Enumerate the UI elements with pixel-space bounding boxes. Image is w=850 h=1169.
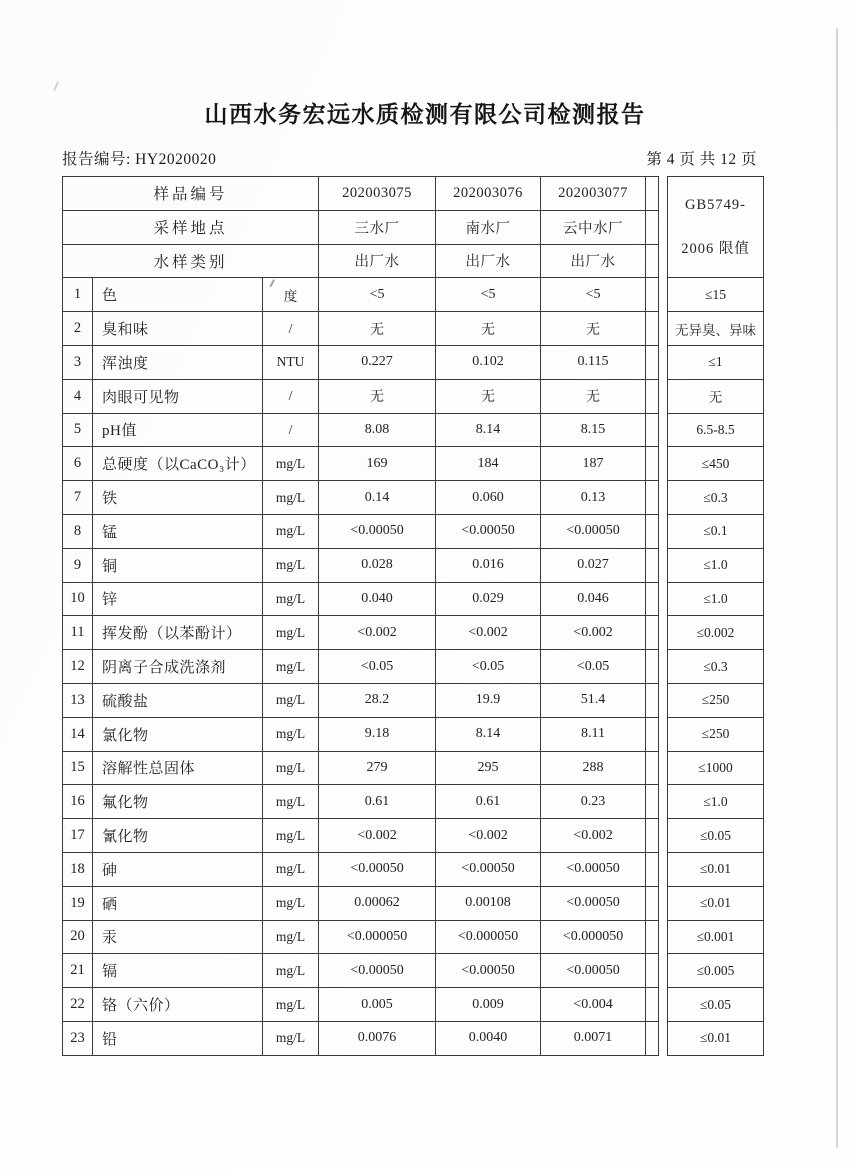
sample1-value-cell: <0.002 — [319, 819, 436, 853]
table-row — [63, 345, 659, 379]
sample3-value-cell: 无 — [541, 379, 646, 413]
sample1-value-cell: <0.00050 — [319, 954, 436, 988]
table-row — [63, 785, 659, 819]
table-row — [63, 920, 659, 954]
spacer-cell — [646, 988, 659, 1022]
unit-cell: mg/L — [263, 954, 319, 988]
limit-value-cell: ≤0.01 — [668, 1021, 764, 1055]
sample2-value-cell: <0.00050 — [436, 514, 541, 548]
row-number-cell: 13 — [63, 683, 93, 717]
header-value-cell: 出厂水 — [319, 244, 436, 278]
unit-cell: NTU — [263, 345, 319, 379]
row-number-cell: 11 — [63, 616, 93, 650]
sample1-value-cell: <0.000050 — [319, 920, 436, 954]
sample3-value-cell: 0.13 — [541, 481, 646, 515]
sample1-value-cell: 0.00062 — [319, 886, 436, 920]
sample1-value-cell: <0.05 — [319, 650, 436, 684]
parameter-name-cell: 浑浊度 — [93, 345, 263, 379]
limit-row — [668, 1021, 764, 1055]
unit-cell: mg/L — [263, 683, 319, 717]
limit-header-line1: GB5749- — [685, 197, 746, 214]
header-value-cell: 出厂水 — [436, 244, 541, 278]
sample3-value-cell: <0.000050 — [541, 920, 646, 954]
limit-value-cell: ≤1.0 — [668, 785, 764, 819]
sample3-value-cell: 51.4 — [541, 683, 646, 717]
header-value-cell: 出厂水 — [541, 244, 646, 278]
sample3-value-cell: 288 — [541, 751, 646, 785]
row-number-cell: 12 — [63, 650, 93, 684]
unit-cell: mg/L — [263, 819, 319, 853]
sample1-value-cell: <5 — [319, 278, 436, 312]
parameter-name-cell: 肉眼可见物 — [93, 379, 263, 413]
scan-edge-artifact — [836, 28, 838, 1148]
sample1-value-cell: 8.08 — [319, 413, 436, 447]
row-number-cell: 6 — [63, 447, 93, 481]
limit-row — [668, 413, 764, 447]
sample1-value-cell: 无 — [319, 312, 436, 346]
sample3-value-cell: <0.004 — [541, 988, 646, 1022]
parameter-name-cell: 铁 — [93, 481, 263, 515]
sample3-value-cell: 0.046 — [541, 582, 646, 616]
limit-value-cell: ≤1 — [668, 345, 764, 379]
table-row — [63, 312, 659, 346]
sample2-value-cell: <0.05 — [436, 650, 541, 684]
header-value-cell: 三水厂 — [319, 210, 436, 244]
sample3-value-cell: 8.15 — [541, 413, 646, 447]
parameter-name-cell: 镉 — [93, 954, 263, 988]
spacer-cell — [646, 244, 659, 278]
sample2-value-cell: <0.00050 — [436, 852, 541, 886]
sample3-value-cell: <0.00050 — [541, 886, 646, 920]
unit-cell: mg/L — [263, 920, 319, 954]
parameter-name-cell: 氰化物 — [93, 819, 263, 853]
header-row — [63, 244, 659, 278]
sample2-value-cell: 无 — [436, 312, 541, 346]
sample3-value-cell: 187 — [541, 447, 646, 481]
header-value-cell: 云中水厂 — [541, 210, 646, 244]
sample3-value-cell: <0.00050 — [541, 852, 646, 886]
sample3-value-cell: 0.23 — [541, 785, 646, 819]
limit-column-header — [668, 177, 764, 278]
limit-value-cell: ≤15 — [668, 278, 764, 312]
sample3-value-cell: <0.002 — [541, 616, 646, 650]
parameter-name-cell: 氯化物 — [93, 717, 263, 751]
parameter-name-cell: 臭和味 — [93, 312, 263, 346]
unit-cell: mg/L — [263, 447, 319, 481]
limit-row — [668, 548, 764, 582]
unit-cell: mg/L — [263, 785, 319, 819]
unit-cell: mg/L — [263, 548, 319, 582]
table-row — [63, 650, 659, 684]
parameter-name-cell: 砷 — [93, 852, 263, 886]
parameter-name-cell: 铜 — [93, 548, 263, 582]
spacer-cell — [646, 582, 659, 616]
limit-column-table — [667, 176, 764, 1056]
limit-value-cell: ≤450 — [668, 447, 764, 481]
limit-value-cell: 无异臭、异味 — [668, 312, 764, 346]
unit-cell: mg/L — [263, 616, 319, 650]
sample1-value-cell: 0.227 — [319, 345, 436, 379]
limit-value-cell: ≤0.1 — [668, 514, 764, 548]
sample1-value-cell: 28.2 — [319, 683, 436, 717]
row-number-cell: 20 — [63, 920, 93, 954]
header-value-cell: 202003077 — [541, 177, 646, 211]
spacer-cell — [646, 616, 659, 650]
sample2-value-cell: 0.00108 — [436, 886, 541, 920]
parameter-name-cell: 铬（六价） — [93, 988, 263, 1022]
spacer-cell — [646, 548, 659, 582]
main-table-body — [63, 177, 659, 1056]
limit-header-line2: 2006 限值 — [681, 241, 750, 258]
row-number-cell: 1 — [63, 278, 93, 312]
limit-value-cell: ≤1000 — [668, 751, 764, 785]
row-number-cell: 10 — [63, 582, 93, 616]
row-number-cell: 23 — [63, 1021, 93, 1055]
parameter-name-cell: 色 — [93, 278, 263, 312]
parameter-name-cell: 硫酸盐 — [93, 683, 263, 717]
limit-table-body — [668, 177, 764, 1056]
sample3-value-cell: 0.115 — [541, 345, 646, 379]
limit-value-cell: ≤1.0 — [668, 548, 764, 582]
unit-cell: mg/L — [263, 886, 319, 920]
sample2-value-cell: 295 — [436, 751, 541, 785]
spacer-cell — [646, 278, 659, 312]
limit-row — [668, 514, 764, 548]
limit-value-cell: ≤0.002 — [668, 616, 764, 650]
limit-value-cell: ≤0.05 — [668, 988, 764, 1022]
results-table-area — [62, 176, 764, 1056]
sample1-value-cell: 0.61 — [319, 785, 436, 819]
sample1-value-cell: 0.14 — [319, 481, 436, 515]
spacer-cell — [646, 852, 659, 886]
spacer-cell — [646, 210, 659, 244]
limit-row — [668, 751, 764, 785]
spacer-cell — [646, 886, 659, 920]
page-indicator: 第 4 页 共 12 页 — [646, 151, 757, 168]
spacer-cell — [646, 1021, 659, 1055]
table-row — [63, 1021, 659, 1055]
unit-cell: 度 — [263, 278, 319, 312]
header-value-cell: 202003075 — [319, 177, 436, 211]
unit-cell: / — [263, 312, 319, 346]
sample2-value-cell: <0.000050 — [436, 920, 541, 954]
sample3-value-cell: <5 — [541, 278, 646, 312]
row-number-cell: 3 — [63, 345, 93, 379]
table-row — [63, 548, 659, 582]
limit-row — [668, 819, 764, 853]
table-row — [63, 447, 659, 481]
spacer-cell — [646, 481, 659, 515]
spacer-cell — [646, 345, 659, 379]
limit-value-cell: ≤250 — [668, 717, 764, 751]
row-number-cell: 21 — [63, 954, 93, 988]
sample1-value-cell: <0.00050 — [319, 514, 436, 548]
sample1-value-cell: 169 — [319, 447, 436, 481]
limit-row — [668, 886, 764, 920]
table-row — [63, 616, 659, 650]
table-row — [63, 582, 659, 616]
sample1-value-cell: 279 — [319, 751, 436, 785]
sample1-value-cell: 0.028 — [319, 548, 436, 582]
spacer-cell — [646, 920, 659, 954]
header-label-cell: 样品编号 — [63, 177, 319, 211]
row-number-cell: 14 — [63, 717, 93, 751]
sample2-value-cell: 184 — [436, 447, 541, 481]
sample2-value-cell: 8.14 — [436, 717, 541, 751]
spacer-cell — [646, 413, 659, 447]
limit-row — [668, 481, 764, 515]
parameter-name-cell: 锌 — [93, 582, 263, 616]
table-row — [63, 886, 659, 920]
unit-cell: / — [263, 413, 319, 447]
header-label-cell: 水样类别 — [63, 244, 319, 278]
spacer-cell — [646, 785, 659, 819]
sample2-value-cell: 0.016 — [436, 548, 541, 582]
sample3-value-cell: 0.0071 — [541, 1021, 646, 1055]
spacer-cell — [646, 650, 659, 684]
limit-value-cell: ≤1.0 — [668, 582, 764, 616]
sample1-value-cell: <0.002 — [319, 616, 436, 650]
header-label-cell: 采样地点 — [63, 210, 319, 244]
sample3-value-cell: 无 — [541, 312, 646, 346]
report-number: 报告编号: HY2020020 — [62, 151, 217, 168]
spacer-cell — [646, 514, 659, 548]
sample1-value-cell: <0.00050 — [319, 852, 436, 886]
header-value-cell: 南水厂 — [436, 210, 541, 244]
limit-value-cell: ≤0.05 — [668, 819, 764, 853]
limit-row — [668, 988, 764, 1022]
sample2-value-cell: 无 — [436, 379, 541, 413]
unit-cell: / — [263, 379, 319, 413]
sample2-value-cell: <0.00050 — [436, 954, 541, 988]
table-row — [63, 717, 659, 751]
sample1-value-cell: 9.18 — [319, 717, 436, 751]
limit-value-cell: 6.5-8.5 — [668, 413, 764, 447]
limit-row — [668, 447, 764, 481]
limit-row — [668, 650, 764, 684]
sample3-value-cell: <0.002 — [541, 819, 646, 853]
limit-value-cell: 无 — [668, 379, 764, 413]
limit-row — [668, 278, 764, 312]
limit-value-cell: ≤0.001 — [668, 920, 764, 954]
parameter-name-cell: 锰 — [93, 514, 263, 548]
unit-cell: mg/L — [263, 582, 319, 616]
sample2-value-cell: 0.060 — [436, 481, 541, 515]
table-row — [63, 954, 659, 988]
sample3-value-cell: 0.027 — [541, 548, 646, 582]
sample2-value-cell: 0.009 — [436, 988, 541, 1022]
limit-row — [668, 379, 764, 413]
parameter-name-cell: 溶解性总固体 — [93, 751, 263, 785]
sample2-value-cell: 0.029 — [436, 582, 541, 616]
limit-row — [668, 312, 764, 346]
sample2-value-cell: 0.61 — [436, 785, 541, 819]
parameter-name-cell: 挥发酚（以苯酚计） — [93, 616, 263, 650]
parameter-name-cell: 铅 — [93, 1021, 263, 1055]
table-row — [63, 988, 659, 1022]
table-row — [63, 481, 659, 515]
spacer-cell — [646, 954, 659, 988]
limit-row — [668, 582, 764, 616]
parameter-name-cell: 硒 — [93, 886, 263, 920]
table-row — [63, 278, 659, 312]
row-number-cell: 5 — [63, 413, 93, 447]
spacer-cell — [646, 312, 659, 346]
sample2-value-cell: 19.9 — [436, 683, 541, 717]
sample3-value-cell: 8.11 — [541, 717, 646, 751]
limit-value-cell: ≤0.005 — [668, 954, 764, 988]
limit-row — [668, 785, 764, 819]
table-row — [63, 379, 659, 413]
table-row — [63, 751, 659, 785]
sample1-value-cell: 无 — [319, 379, 436, 413]
limit-value-cell: ≤0.01 — [668, 852, 764, 886]
parameter-name-cell: 阴离子合成洗涤剂 — [93, 650, 263, 684]
row-number-cell: 9 — [63, 548, 93, 582]
spacer-cell — [646, 819, 659, 853]
header-row — [63, 210, 659, 244]
parameter-name-cell: 汞 — [93, 920, 263, 954]
row-number-cell: 4 — [63, 379, 93, 413]
unit-cell: mg/L — [263, 1021, 319, 1055]
results-table — [62, 176, 659, 1056]
limit-header-row — [668, 177, 764, 278]
unit-cell: mg/L — [263, 751, 319, 785]
row-number-cell: 19 — [63, 886, 93, 920]
limit-row — [668, 920, 764, 954]
limit-row — [668, 717, 764, 751]
table-row — [63, 852, 659, 886]
row-number-cell: 2 — [63, 312, 93, 346]
sample1-value-cell: 0.040 — [319, 582, 436, 616]
table-row — [63, 819, 659, 853]
row-number-cell: 18 — [63, 852, 93, 886]
unit-cell: mg/L — [263, 717, 319, 751]
spacer-cell — [646, 177, 659, 211]
spacer-cell — [646, 683, 659, 717]
sample2-value-cell: <0.002 — [436, 616, 541, 650]
sample1-value-cell: 0.0076 — [319, 1021, 436, 1055]
spacer-cell — [646, 751, 659, 785]
unit-cell: mg/L — [263, 650, 319, 684]
unit-cell: mg/L — [263, 514, 319, 548]
sample2-value-cell: <0.002 — [436, 819, 541, 853]
row-number-cell: 8 — [63, 514, 93, 548]
limit-row — [668, 683, 764, 717]
spacer-cell — [646, 379, 659, 413]
unit-cell: mg/L — [263, 481, 319, 515]
limit-row — [668, 954, 764, 988]
row-number-cell: 22 — [63, 988, 93, 1022]
sample2-value-cell: 0.0040 — [436, 1021, 541, 1055]
limit-row — [668, 616, 764, 650]
sample3-value-cell: <0.00050 — [541, 514, 646, 548]
report-meta-row — [62, 147, 757, 169]
sample2-value-cell: 0.102 — [436, 345, 541, 379]
unit-cell: mg/L — [263, 852, 319, 886]
report-title: 山西水务宏远水质检测有限公司检测报告 — [204, 101, 646, 127]
spacer-cell — [646, 447, 659, 481]
limit-value-cell: ≤0.3 — [668, 650, 764, 684]
limit-row — [668, 345, 764, 379]
header-value-cell: 202003076 — [436, 177, 541, 211]
limit-value-cell: ≤250 — [668, 683, 764, 717]
limit-row — [668, 852, 764, 886]
unit-cell: mg/L — [263, 988, 319, 1022]
sample3-value-cell: <0.00050 — [541, 954, 646, 988]
row-number-cell: 15 — [63, 751, 93, 785]
limit-value-cell: ≤0.01 — [668, 886, 764, 920]
header-row — [63, 177, 659, 211]
sample2-value-cell: <5 — [436, 278, 541, 312]
row-number-cell: 16 — [63, 785, 93, 819]
sample3-value-cell: <0.05 — [541, 650, 646, 684]
sample1-value-cell: 0.005 — [319, 988, 436, 1022]
sample2-value-cell: 8.14 — [436, 413, 541, 447]
parameter-name-cell: 氟化物 — [93, 785, 263, 819]
table-row — [63, 514, 659, 548]
row-number-cell: 17 — [63, 819, 93, 853]
row-number-cell: 7 — [63, 481, 93, 515]
parameter-name-cell: 总硬度（以CaCO₃计） — [93, 447, 263, 481]
spacer-cell — [646, 717, 659, 751]
parameter-name-cell: pH值 — [93, 413, 263, 447]
table-row — [63, 683, 659, 717]
limit-value-cell: ≤0.3 — [668, 481, 764, 515]
table-row — [63, 413, 659, 447]
